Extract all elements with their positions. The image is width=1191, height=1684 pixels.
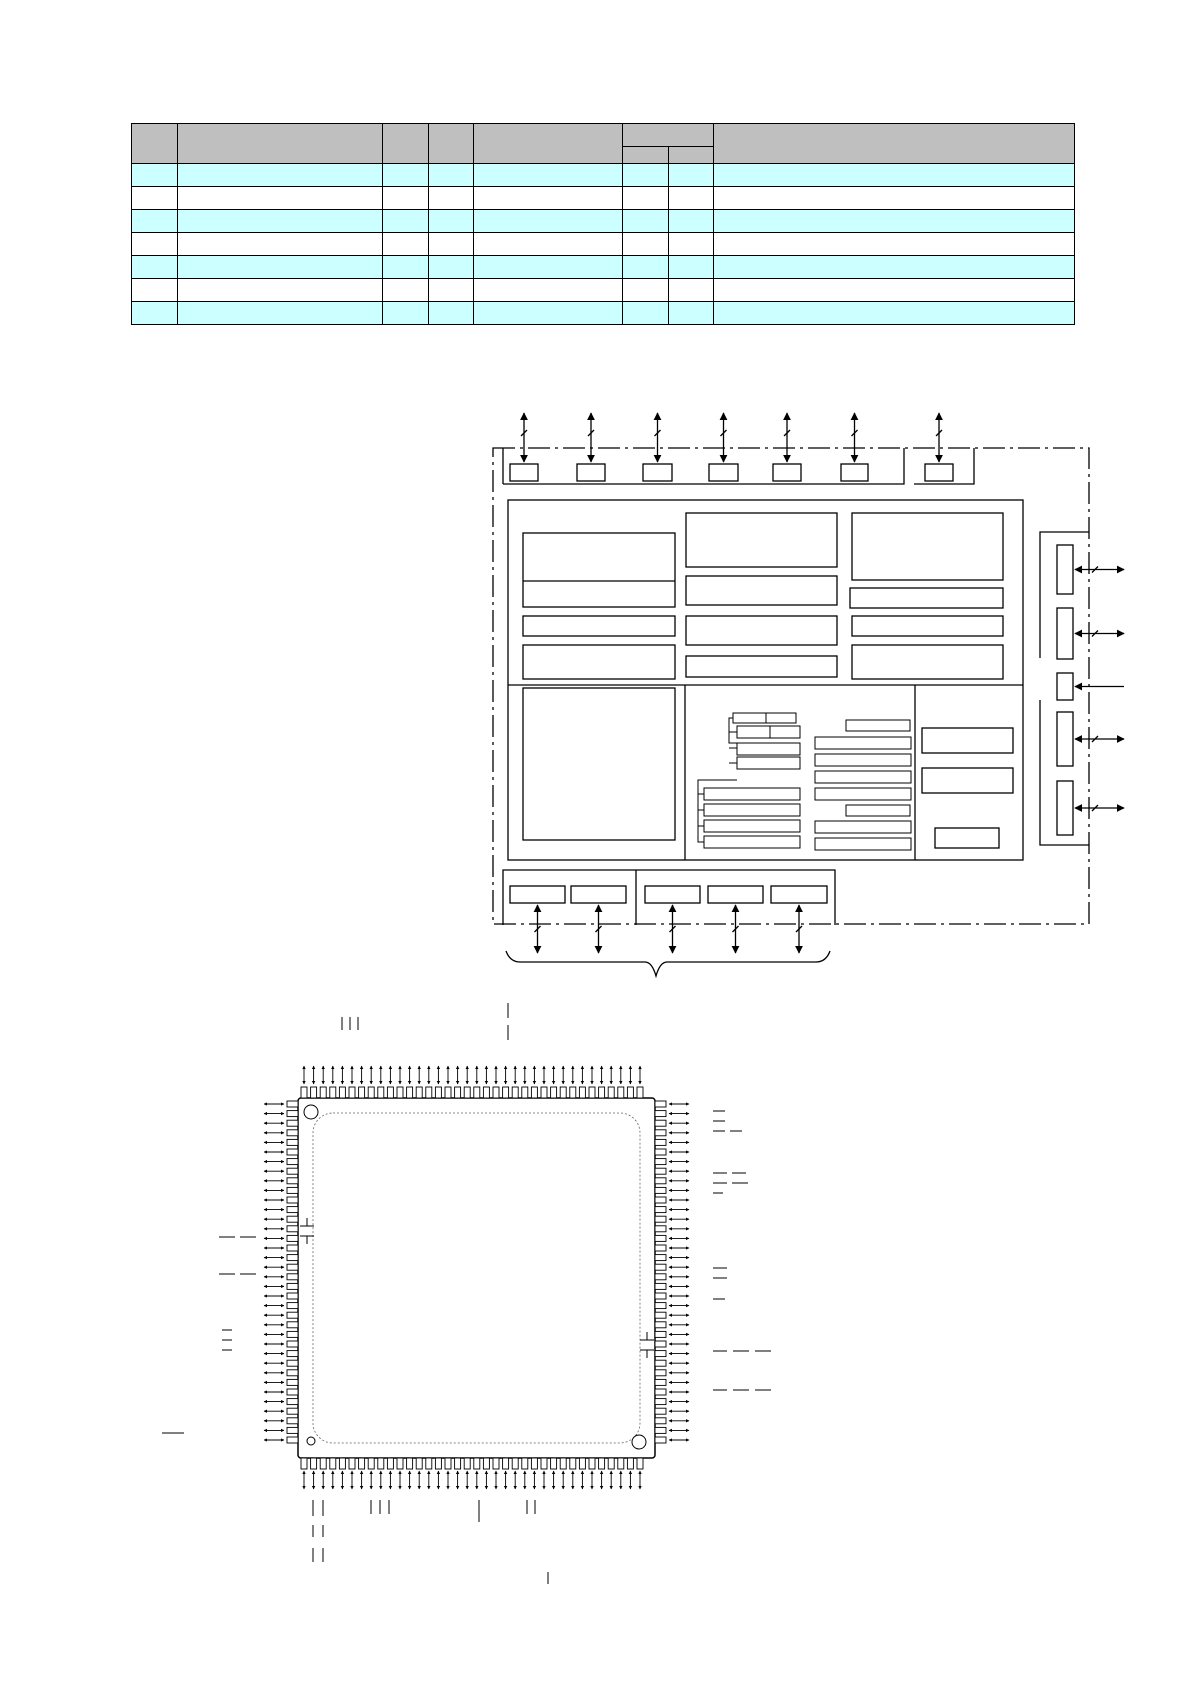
- table-cell: [474, 164, 623, 187]
- package-pin: [287, 1293, 298, 1299]
- register-bracket: [729, 718, 737, 763]
- internal-block: [686, 656, 837, 677]
- table-cell: [669, 256, 714, 279]
- package-pin: [320, 1458, 326, 1469]
- package-pin: [522, 1087, 528, 1098]
- core-block: [508, 500, 1023, 860]
- io-port-block: [841, 464, 868, 481]
- package-pin: [655, 1178, 666, 1184]
- package-pin: [387, 1087, 393, 1098]
- package-pin: [311, 1087, 317, 1098]
- internal-block: [686, 513, 837, 567]
- package-pin: [655, 1370, 666, 1376]
- package-pin: [637, 1087, 643, 1098]
- table-body: [132, 164, 1075, 325]
- package-pin: [608, 1458, 614, 1469]
- package-pin: [493, 1458, 499, 1469]
- package-pin: [655, 1101, 666, 1107]
- package-pin: [287, 1159, 298, 1165]
- package-pin: [655, 1331, 666, 1337]
- package-pin: [287, 1120, 298, 1126]
- table-cell: [623, 210, 669, 233]
- package-pin: [407, 1087, 413, 1098]
- package-pin: [287, 1111, 298, 1117]
- package-pin: [435, 1458, 441, 1469]
- header-cell: [714, 124, 1075, 164]
- table-cell: [178, 187, 383, 210]
- table-cell: [474, 210, 623, 233]
- package-pin: [474, 1087, 480, 1098]
- port-group-brace: [506, 951, 830, 976]
- package-pin: [287, 1168, 298, 1174]
- package-pin: [589, 1458, 595, 1469]
- table-cell: [383, 302, 429, 325]
- table-row: [132, 302, 1075, 325]
- header-cell: [429, 124, 474, 164]
- table-cell: [132, 187, 178, 210]
- package-pin: [287, 1101, 298, 1107]
- table-cell: [429, 233, 474, 256]
- io-port-block: [1057, 608, 1073, 659]
- package-pin: [655, 1111, 666, 1117]
- package-pin: [655, 1197, 666, 1203]
- table-cell: [623, 187, 669, 210]
- table-cell: [474, 256, 623, 279]
- package-pin: [287, 1187, 298, 1193]
- table-cell: [429, 164, 474, 187]
- register-block: [737, 757, 800, 769]
- package-pin: [655, 1283, 666, 1289]
- table-cell: [714, 233, 1075, 256]
- package-pin: [407, 1458, 413, 1469]
- package-pin: [287, 1389, 298, 1395]
- package-pin: [589, 1087, 595, 1098]
- table-cell: [178, 233, 383, 256]
- register-block: [815, 788, 911, 800]
- io-port-block: [1057, 781, 1073, 835]
- internal-block: [850, 588, 1003, 608]
- package-pin: [455, 1087, 461, 1098]
- package-pin: [287, 1408, 298, 1414]
- package-pin: [655, 1408, 666, 1414]
- package-pin: [445, 1087, 451, 1098]
- package-pin: [483, 1087, 489, 1098]
- package-pin: [311, 1458, 317, 1469]
- table-cell: [383, 233, 429, 256]
- package-pin: [655, 1312, 666, 1318]
- header-cell: [132, 124, 178, 164]
- package-pin: [349, 1087, 355, 1098]
- io-port-block: [510, 886, 565, 903]
- register-block: [770, 726, 800, 738]
- table-cell: [669, 210, 714, 233]
- internal-block: [852, 513, 1003, 580]
- internal-block: [922, 728, 1013, 753]
- package-pin: [368, 1087, 374, 1098]
- table-cell: [132, 164, 178, 187]
- table-cell: [623, 256, 669, 279]
- package-pin: [349, 1458, 355, 1469]
- package-body: [298, 1098, 655, 1458]
- package-pin: [541, 1458, 547, 1469]
- io-port-block: [571, 886, 626, 903]
- package-pin: [551, 1087, 557, 1098]
- package-pin: [627, 1458, 633, 1469]
- register-block: [737, 726, 770, 738]
- table-cell: [623, 302, 669, 325]
- header-cell: [669, 147, 714, 164]
- register-block: [733, 713, 766, 723]
- package-pin: [426, 1458, 432, 1469]
- package-pin: [464, 1087, 470, 1098]
- package-pin: [655, 1255, 666, 1261]
- internal-block: [852, 645, 1003, 679]
- package-pin: [522, 1458, 528, 1469]
- table-cell: [429, 256, 474, 279]
- package-pin: [627, 1087, 633, 1098]
- package-pin: [287, 1303, 298, 1309]
- package-pin: [287, 1226, 298, 1232]
- package-pin: [287, 1216, 298, 1222]
- package-pin: [287, 1264, 298, 1270]
- package-pin: [287, 1418, 298, 1424]
- package-pin: [655, 1207, 666, 1213]
- package-pin: [579, 1087, 585, 1098]
- table-cell: [132, 210, 178, 233]
- package-pin: [655, 1159, 666, 1165]
- package-pin: [655, 1293, 666, 1299]
- table-cell: [132, 233, 178, 256]
- package-pin: [655, 1245, 666, 1251]
- table-cell: [178, 279, 383, 302]
- package-pin: [655, 1303, 666, 1309]
- program-memory-block: [523, 688, 675, 840]
- internal-block: [686, 576, 837, 605]
- package-pin: [637, 1458, 643, 1469]
- table-cell: [429, 187, 474, 210]
- io-port-block: [773, 464, 801, 481]
- table-cell: [383, 164, 429, 187]
- table-cell: [714, 187, 1075, 210]
- package-pin: [359, 1087, 365, 1098]
- internal-block: [922, 768, 1013, 793]
- register-block: [815, 771, 911, 783]
- package-pin: [287, 1341, 298, 1347]
- table-cell: [714, 164, 1075, 187]
- package-pin: [599, 1087, 605, 1098]
- package-pin: [655, 1264, 666, 1270]
- package-pin: [287, 1274, 298, 1280]
- package-pin: [339, 1087, 345, 1098]
- table-cell: [429, 210, 474, 233]
- register-block: [846, 720, 910, 731]
- io-port-block: [1057, 712, 1073, 766]
- package-pin: [474, 1458, 480, 1469]
- table-cell: [383, 256, 429, 279]
- table-cell: [714, 302, 1075, 325]
- specification-table: [131, 123, 1075, 325]
- package-pin: [287, 1312, 298, 1318]
- package-pin: [655, 1187, 666, 1193]
- io-bus-right-outline: [1040, 532, 1089, 845]
- package-pin: [397, 1087, 403, 1098]
- package-pin: [531, 1458, 537, 1469]
- package-pin: [287, 1437, 298, 1443]
- package-pin: [397, 1458, 403, 1469]
- package-pin: [287, 1322, 298, 1328]
- package-pin: [618, 1458, 624, 1469]
- table-row: [132, 187, 1075, 210]
- register-block: [846, 805, 910, 816]
- table-cell: [669, 233, 714, 256]
- table-cell: [669, 164, 714, 187]
- package-pin: [320, 1087, 326, 1098]
- table-row: [132, 164, 1075, 187]
- package-pin: [512, 1458, 518, 1469]
- io-port-block: [645, 886, 700, 903]
- package-pin: [503, 1087, 509, 1098]
- package-pin: [287, 1360, 298, 1366]
- io-bus-top-outline: [503, 448, 904, 484]
- table-row: [132, 233, 1075, 256]
- package-pin: [287, 1331, 298, 1337]
- io-port-block: [708, 886, 763, 903]
- package-pin: [416, 1087, 422, 1098]
- package-pin: [655, 1226, 666, 1232]
- package-pin: [287, 1149, 298, 1155]
- device-boundary: [493, 448, 1089, 924]
- package-pin: [560, 1087, 566, 1098]
- table-cell: [474, 302, 623, 325]
- package-pin: [301, 1087, 307, 1098]
- package-pin: [287, 1370, 298, 1376]
- package-pin: [541, 1087, 547, 1098]
- table-cell: [669, 279, 714, 302]
- package-pin: [287, 1139, 298, 1145]
- table-cell: [178, 210, 383, 233]
- register-block: [815, 737, 911, 749]
- package-pin: [287, 1379, 298, 1385]
- package-pin: [416, 1458, 422, 1469]
- package-pin: [435, 1087, 441, 1098]
- package-pin: [301, 1458, 307, 1469]
- header-cell: [383, 124, 429, 164]
- package-pin: [287, 1197, 298, 1203]
- io-port-block: [510, 464, 538, 481]
- register-block: [704, 804, 800, 816]
- package-pin: [287, 1255, 298, 1261]
- package-pin: [551, 1458, 557, 1469]
- io-port-block: [643, 464, 672, 481]
- table-cell: [383, 279, 429, 302]
- block-diagram: [490, 410, 1130, 980]
- table-cell: [132, 302, 178, 325]
- register-block: [704, 820, 800, 832]
- package-pin: [655, 1149, 666, 1155]
- package-pin: [287, 1235, 298, 1241]
- table-cell: [178, 256, 383, 279]
- package-pin: [655, 1120, 666, 1126]
- internal-block: [935, 828, 999, 848]
- package-pin: [287, 1283, 298, 1289]
- table-cell: [383, 210, 429, 233]
- header-cell: [623, 124, 714, 147]
- table-cell: [178, 302, 383, 325]
- internal-block: [686, 616, 837, 645]
- package-pin: [655, 1322, 666, 1328]
- package-pin: [503, 1458, 509, 1469]
- table-cell: [669, 302, 714, 325]
- package-pin: [655, 1437, 666, 1443]
- package-pin: [493, 1087, 499, 1098]
- io-bus-top-right-outline: [914, 448, 974, 484]
- io-bus-bottom-outline: [503, 870, 835, 925]
- register-block: [815, 754, 911, 766]
- package-pin: [655, 1168, 666, 1174]
- package-pin: [287, 1178, 298, 1184]
- table-cell: [669, 187, 714, 210]
- package-pin: [655, 1341, 666, 1347]
- table-cell: [623, 279, 669, 302]
- package-pin: [570, 1458, 576, 1469]
- table-cell: [474, 187, 623, 210]
- internal-block: [523, 616, 675, 636]
- package-pin: [445, 1458, 451, 1469]
- internal-block: [852, 616, 1003, 636]
- package-pin: [531, 1087, 537, 1098]
- table-cell: [474, 279, 623, 302]
- table-cell: [714, 279, 1075, 302]
- package-pin: [655, 1360, 666, 1366]
- register-block: [704, 836, 800, 848]
- package-pin: [464, 1458, 470, 1469]
- table-cell: [623, 233, 669, 256]
- package-pin: [579, 1458, 585, 1469]
- package-pin: [287, 1399, 298, 1405]
- io-port-block: [577, 464, 605, 481]
- package-pin: [330, 1087, 336, 1098]
- table-cell: [132, 279, 178, 302]
- package-pin: [387, 1458, 393, 1469]
- package-pin: [483, 1458, 489, 1469]
- header-cell: [623, 147, 669, 164]
- package-pin: [378, 1087, 384, 1098]
- table-cell: [714, 210, 1075, 233]
- package-pin: [655, 1399, 666, 1405]
- internal-block: [523, 645, 675, 679]
- package-pin: [655, 1427, 666, 1433]
- package-pin: [655, 1235, 666, 1241]
- table-cell: [474, 233, 623, 256]
- table-row: [132, 256, 1075, 279]
- register-block: [737, 743, 800, 755]
- package-pin: [655, 1139, 666, 1145]
- package-pin: [287, 1427, 298, 1433]
- table-cell: [429, 302, 474, 325]
- package-pin: [287, 1207, 298, 1213]
- package-pin: [599, 1458, 605, 1469]
- io-port-block: [709, 464, 738, 481]
- table-cell: [178, 164, 383, 187]
- package-pin: [655, 1274, 666, 1280]
- io-port-block: [925, 464, 953, 481]
- table-cell: [429, 279, 474, 302]
- package-pin: [608, 1087, 614, 1098]
- header-cell: [474, 124, 623, 164]
- register-block: [704, 788, 800, 800]
- io-port-block: [1057, 673, 1073, 700]
- package-pin: [339, 1458, 345, 1469]
- register-block: [815, 821, 911, 833]
- package-pin: [426, 1087, 432, 1098]
- package-pin: [378, 1458, 384, 1469]
- package-pin: [655, 1418, 666, 1424]
- table-row: [132, 210, 1075, 233]
- table-header-row: [132, 124, 1075, 147]
- register-block: [815, 838, 911, 850]
- package-pin: [655, 1379, 666, 1385]
- memory-block: [523, 533, 675, 607]
- package-pin: [287, 1130, 298, 1136]
- package-pin: [287, 1245, 298, 1251]
- io-port-block: [771, 886, 827, 903]
- table-cell: [623, 164, 669, 187]
- table-cell: [714, 256, 1075, 279]
- register-block: [766, 713, 796, 723]
- package-pin: [655, 1130, 666, 1136]
- package-pin: [655, 1216, 666, 1222]
- table-cell: [383, 187, 429, 210]
- package-pin: [618, 1087, 624, 1098]
- io-port-block: [1057, 545, 1073, 594]
- package-pin: [455, 1458, 461, 1469]
- package-pin: [287, 1351, 298, 1357]
- package-pin: [512, 1087, 518, 1098]
- package-pin: [359, 1458, 365, 1469]
- package-pin: [570, 1087, 576, 1098]
- package-pin: [655, 1351, 666, 1357]
- package-pin: [368, 1458, 374, 1469]
- header-cell: [178, 124, 383, 164]
- package-pin: [655, 1389, 666, 1395]
- package-pin: [330, 1458, 336, 1469]
- package-pinout-diagram: [150, 1000, 810, 1590]
- table-row: [132, 279, 1075, 302]
- package-pin: [560, 1458, 566, 1469]
- table-cell: [132, 256, 178, 279]
